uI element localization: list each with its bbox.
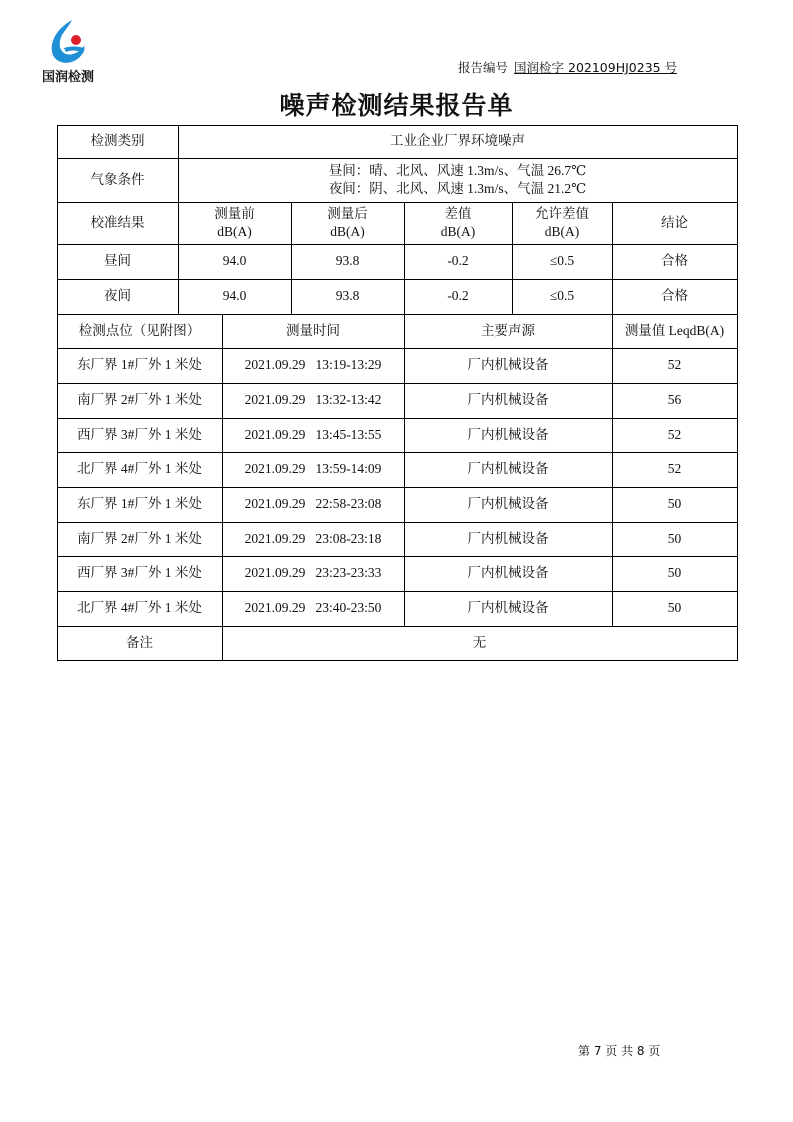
weather-value bbox=[178, 158, 737, 202]
measurement-source: 厂内机械设备 bbox=[467, 461, 549, 477]
company-logo-icon bbox=[46, 18, 90, 66]
header-unit: dB(A) bbox=[217, 224, 252, 239]
report-number-label: 报告编号 bbox=[458, 60, 509, 75]
calibration-after: 93.8 bbox=[335, 253, 360, 269]
header-unit: dB(A) bbox=[330, 224, 365, 239]
calibration-before: 94.0 bbox=[222, 253, 247, 269]
measurement-value: 56 bbox=[667, 392, 682, 408]
calibration-diff: -0.2 bbox=[447, 253, 469, 269]
measurement-point: 东厂界 1#厂外 1 米处 bbox=[77, 357, 202, 373]
category-value: 工业企业厂界环境噪声 bbox=[390, 133, 525, 149]
measurement-point: 东厂界 1#厂外 1 米处 bbox=[77, 496, 202, 512]
calibration-allowed: ≤0.5 bbox=[549, 253, 575, 269]
measurement-source: 厂内机械设备 bbox=[467, 600, 549, 616]
measurement-time: 2021.09.29 22:58-23:08 bbox=[244, 496, 382, 512]
measurement-point: 北厂界 4#厂外 1 米处 bbox=[77, 461, 202, 477]
page-number: 第 7 页 共 8 页 bbox=[578, 1044, 661, 1058]
measurement-source: 厂内机械设备 bbox=[467, 565, 549, 581]
measurement-time: 2021.09.29 13:59-14:09 bbox=[244, 461, 382, 477]
measurement-time: 2021.09.29 23:40-23:50 bbox=[244, 600, 382, 616]
measurement-point: 南厂界 2#厂外 1 米处 bbox=[77, 392, 202, 408]
calibration-header-allowed bbox=[512, 202, 612, 244]
category-label: 检测类别 bbox=[90, 133, 145, 149]
measurement-time: 2021.09.29 23:23-23:33 bbox=[244, 565, 382, 581]
measurement-value: 52 bbox=[667, 426, 682, 442]
calibration-diff: -0.2 bbox=[447, 288, 469, 304]
measurement-source: 厂内机械设备 bbox=[467, 357, 549, 373]
measurement-header-source: 主要声源 bbox=[481, 322, 535, 338]
calibration-label: 校准结果 bbox=[90, 214, 145, 230]
calibration-header-conclusion: 结论 bbox=[661, 214, 688, 230]
measurement-point: 南厂界 2#厂外 1 米处 bbox=[77, 530, 202, 546]
calibration-after: 93.8 bbox=[335, 288, 360, 304]
measurement-value: 50 bbox=[667, 496, 682, 512]
measurement-time: 2021.09.29 13:45-13:55 bbox=[244, 426, 382, 442]
remark-label: 备注 bbox=[126, 634, 153, 650]
measurement-point: 北厂界 4#厂外 1 米处 bbox=[77, 600, 202, 616]
calibration-conclusion: 合格 bbox=[661, 253, 688, 269]
calibration-before: 94.0 bbox=[222, 288, 247, 304]
weather-label: 气象条件 bbox=[90, 171, 145, 187]
measurement-source: 厂内机械设备 bbox=[467, 426, 549, 442]
report-number bbox=[458, 58, 677, 76]
calibration-header-diff bbox=[404, 202, 512, 244]
measurement-source: 厂内机械设备 bbox=[467, 392, 549, 408]
measurement-value: 50 bbox=[667, 600, 682, 616]
remark-value: 无 bbox=[472, 634, 487, 650]
measurement-value: 52 bbox=[667, 461, 682, 477]
measurement-header-time: 测量时间 bbox=[286, 322, 340, 338]
company-logo bbox=[36, 18, 100, 88]
header-unit: dB(A) bbox=[544, 224, 580, 239]
measurement-header-point: 检测点位（见附图） bbox=[78, 322, 201, 338]
measurement-source: 厂内机械设备 bbox=[467, 530, 549, 546]
measurement-value: 50 bbox=[667, 530, 682, 546]
calibration-conclusion: 合格 bbox=[661, 288, 688, 304]
measurement-value: 50 bbox=[667, 565, 682, 581]
calibration-header-after bbox=[291, 202, 404, 244]
measurement-value: 52 bbox=[667, 357, 682, 373]
company-logo-text: 国润检测 bbox=[41, 70, 94, 85]
measurement-time: 2021.09.29 13:19-13:29 bbox=[244, 357, 382, 373]
calibration-header-before bbox=[178, 202, 291, 244]
calibration-allowed: ≤0.5 bbox=[549, 288, 575, 304]
calibration-period: 昼间 bbox=[104, 253, 131, 269]
measurement-header-value: 测量值 LeqdB(A) bbox=[624, 322, 725, 338]
measurement-point: 西厂界 3#厂外 1 米处 bbox=[77, 426, 202, 442]
measurement-time: 2021.09.29 23:08-23:18 bbox=[244, 530, 382, 546]
header-text: 测量前 bbox=[214, 205, 255, 221]
page-title: 噪声检测结果报告单 bbox=[279, 91, 514, 120]
weather-night: 夜间：阴、北风、风速 1.3m/s、气温 21.2℃ bbox=[328, 181, 587, 196]
calibration-period: 夜间 bbox=[104, 288, 131, 304]
weather-day: 昼间：晴、北风、风速 1.3m/s、气温 26.7℃ bbox=[328, 163, 587, 179]
header-text: 差值 bbox=[444, 205, 472, 221]
header-text: 允许差值 bbox=[535, 205, 589, 221]
header-text: 测量后 bbox=[327, 205, 368, 221]
measurement-source: 厂内机械设备 bbox=[467, 496, 549, 512]
measurement-point: 西厂界 3#厂外 1 米处 bbox=[77, 565, 202, 581]
header-unit: dB(A) bbox=[440, 224, 476, 239]
report-number-value: 国润检字 202109HJ0235 号 bbox=[514, 60, 678, 75]
measurement-time: 2021.09.29 13:32-13:42 bbox=[244, 392, 382, 408]
